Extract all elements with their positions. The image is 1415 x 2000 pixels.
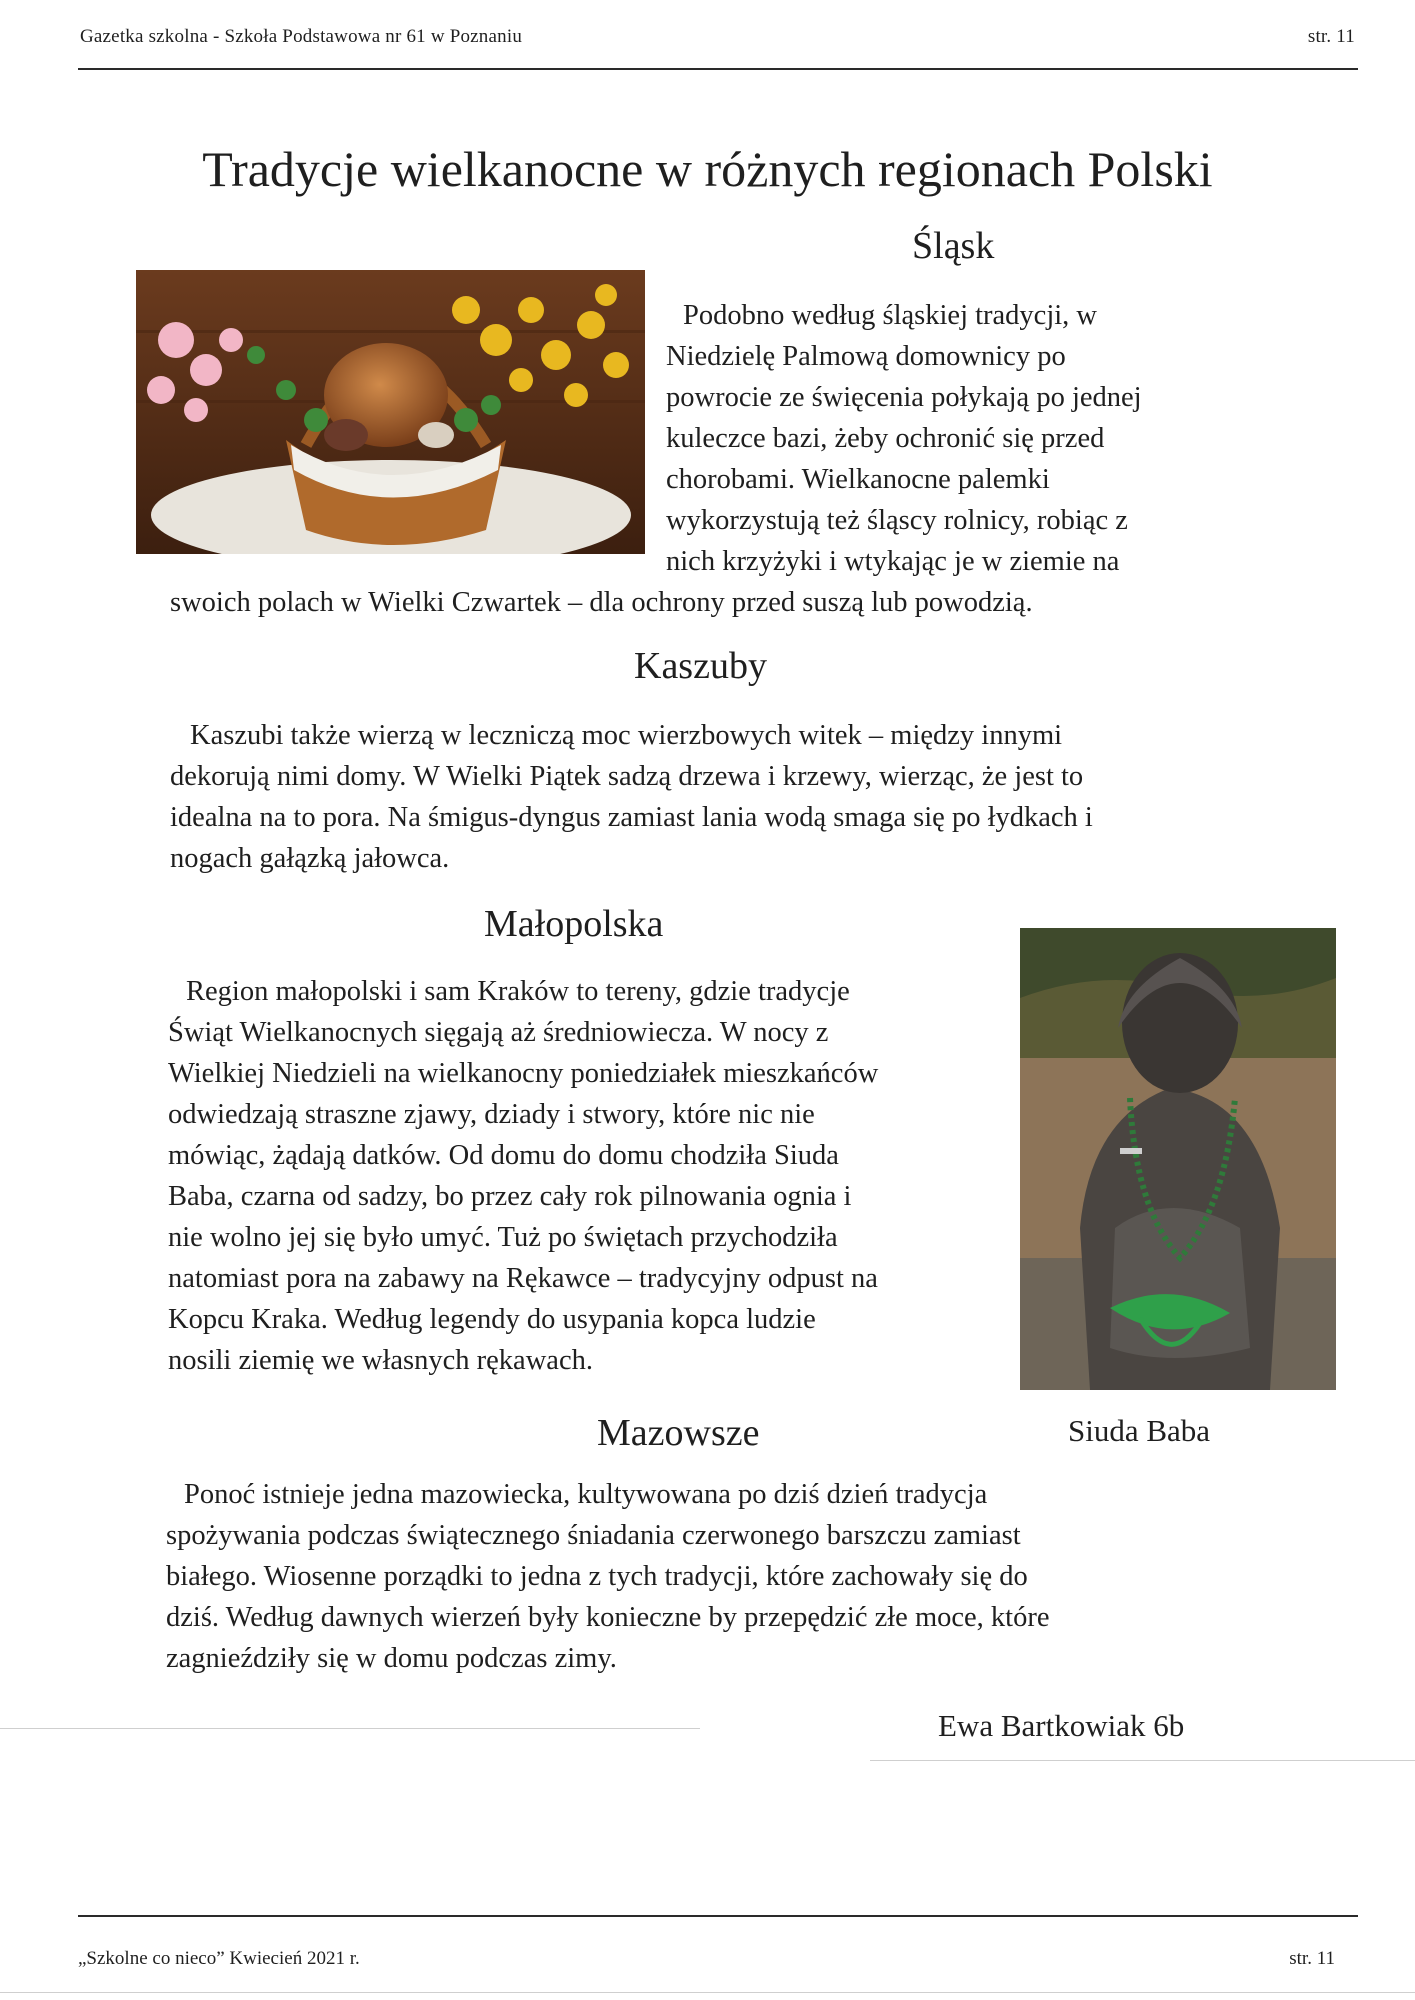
malopolska-line-8: natomiast pora na zabawy na Rękawce – tradycyjny odpust na: [168, 1263, 878, 1294]
slask-line-1: Podobno według śląskiej tradycji, w: [683, 300, 1097, 331]
section-heading-kaszuby: Kaszuby: [634, 645, 767, 687]
photo-caption: Siuda Baba: [1068, 1413, 1211, 1448]
header-title: Gazetka szkolna - Szkoła Podstawowa nr 61 w Poznaniu: [80, 26, 523, 47]
kaszuby-line-4: nogach gałązką jałowca.: [170, 843, 450, 874]
section-heading-malopolska: Małopolska: [484, 903, 664, 945]
slask-line-3: powrocie ze święcenia połykają po jednej: [666, 382, 1142, 413]
mazowsze-line-2: spożywania podczas świątecznego śniadania czerwonego barszczu zamiast: [166, 1520, 1021, 1551]
malopolska-line-5: mówiąc, żądają datków. Od domu do domu chodziła Siuda: [168, 1140, 839, 1171]
malopolska-line-2: Świąt Wielkanocnych sięgają aż średniowiecza. W nocy z: [168, 1017, 829, 1048]
siuda-baba-photo: [1020, 928, 1336, 1390]
malopolska-line-3: Wielkiej Niedzieli na wielkanocny poniedziałek mieszkańców: [168, 1058, 879, 1089]
kaszuby-line-1: Kaszubi także wierzą w leczniczą moc wierzbowych witek – między innymi: [190, 720, 1063, 751]
article-author: Ewa Bartkowiak 6b: [938, 1708, 1185, 1743]
section-heading-mazowsze: Mazowsze: [597, 1412, 760, 1454]
footer-publication: „Szkolne co nieco” Kwiecień 2021 r.: [78, 1948, 360, 1969]
section-heading-slask: Śląsk: [912, 225, 995, 267]
mazowsze-line-5: zagnieździły się w domu podczas zimy.: [166, 1643, 617, 1674]
footer-page-number: str. 11: [1289, 1948, 1335, 1969]
slask-line-7: nich krzyżyki i wtykając je w ziemie na: [666, 546, 1120, 577]
faint-scan-line: [870, 1760, 1415, 1761]
article-title: Tradycje wielkanocne w różnych regionach Polski: [202, 141, 1213, 197]
malopolska-line-6: Baba, czarna od sadzy, bo przez cały rok pilnowania ognia i: [168, 1181, 852, 1212]
kaszuby-line-3: idealna na to pora. Na śmigus-dyngus zamiast lania wodą smaga się po łydkach i: [170, 802, 1093, 833]
mazowsze-line-3: białego. Wiosenne porządki to jedna z tych tradycji, które zachowały się do: [166, 1561, 1028, 1592]
faint-scan-line: [0, 1992, 1415, 1993]
malopolska-line-4: odwiedzają straszne zjawy, dziady i stwory, które nic nie: [168, 1099, 815, 1130]
slask-line-2: Niedzielę Palmową domownicy po: [666, 341, 1066, 372]
kaszuby-line-2: dekorują nimi domy. W Wielki Piątek sadzą drzewa i krzewy, wierząc, że jest to: [170, 761, 1084, 792]
header-rule: [78, 68, 1358, 70]
slask-line-5: chorobami. Wielkanocne palemki: [666, 464, 1050, 495]
footer-rule: [78, 1915, 1358, 1917]
mazowsze-line-4: dziś. Według dawnych wierzeń były konieczne by przepędzić złe moce, które: [166, 1602, 1050, 1633]
malopolska-line-1: Region małopolski i sam Kraków to tereny, gdzie tradycje: [186, 976, 850, 1007]
slask-line-8: swoich polach w Wielki Czwartek – dla ochrony przed suszą lub powodzią.: [170, 587, 1033, 618]
malopolska-line-10: nosili ziemię we własnych rękawach.: [168, 1345, 593, 1376]
slask-line-6: wykorzystują też śląscy rolnicy, robiąc z: [666, 505, 1128, 536]
slask-line-4: kuleczce bazi, żeby ochronić się przed: [666, 423, 1105, 454]
malopolska-line-7: nie wolno jej się było umyć. Tuż po świętach przychodziła: [168, 1222, 838, 1253]
header-page-number: str. 11: [1307, 26, 1355, 47]
easter-basket-photo: [136, 270, 645, 554]
faint-scan-line: [0, 1728, 700, 1729]
mazowsze-line-1: Ponoć istnieje jedna mazowiecka, kultywowana po dziś dzień tradycja: [184, 1479, 988, 1510]
malopolska-line-9: Kopcu Kraka. Według legendy do usypania kopca ludzie: [168, 1304, 816, 1335]
